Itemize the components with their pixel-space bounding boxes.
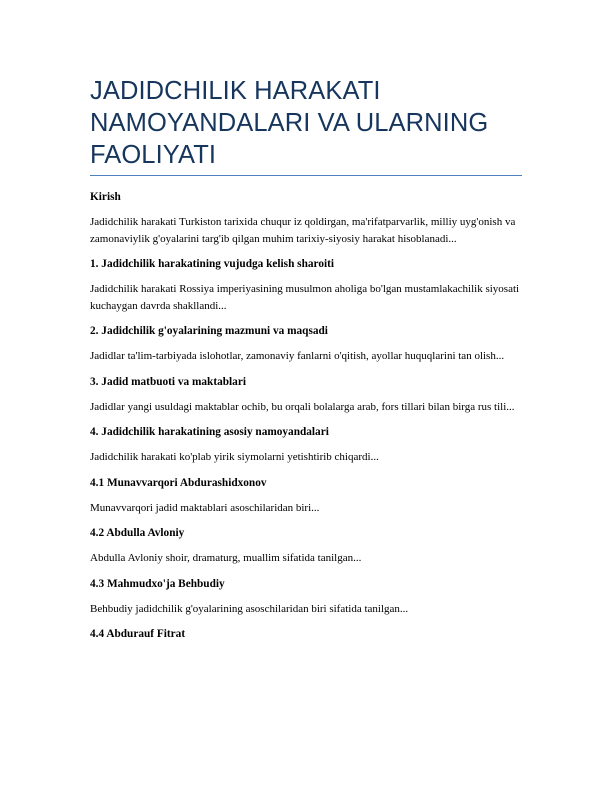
section-paragraph-3: Jadidlar yangi usuldagi maktablar ochib, bu orqali bolalarga arab, fors tillari bilan birga rus tili... [90,400,515,413]
section-paragraph-4-1: Munavvarqori jadid maktablari asoschilaridan biri... [90,501,320,514]
section-paragraph-2: Jadidlar ta'lim-tarbiyada islohotlar, zamonaviy fanlarni o'qitish, ayollar huquqlarini tan olish... [90,350,505,362]
section-paragraph-4: Jadidchilik harakati ko'plab yirik siymolarni yetishtirib chiqardi... [90,451,379,463]
section-paragraph-kirish: Jadidchilik harakati Turkiston tarixida chuqur iz qoldirgan, ma'rifatparvarlik, milliy uyg'onish va zamonaviylik g'oyalarini targ'ib qilgan muhim tarixiy-siyosiy harakat hisoblanadi... [90,216,516,245]
section-heading-4-4: 4.4 Abdurauf Fitrat [90,628,186,640]
section-heading-2: 2. Jadidchilik g'oyalarining mazmuni va maqsadi [90,325,328,337]
section-heading-kirish: Kirish [90,191,121,203]
document-page [90,75,522,651]
section-heading-3: 3. Jadid matbuoti va maktablari [90,375,246,388]
section-heading-4-1: 4.1 Munavvarqori Abdurashidxonov [90,476,267,489]
section-paragraph-4-3: Behbudiy jadidchilik g'oyalarining asoschilaridan biri sifatida tanilgan... [90,602,409,615]
document-title: JADIDCHILIK HARAKATI NAMOYANDALARI VA ULARNING FAOLIYATI [90,77,489,169]
section-paragraph-1: Jadidchilik harakati Rossiya imperiyasining musulmon aholiga bo'lgan mustamlakachilik siyosati kuchaygan davrda shakllandi... [90,283,520,312]
section-heading-4-3: 4.3 Mahmudxo'ja Behbudiy [90,577,225,590]
title-divider [90,175,522,176]
section-heading-4-2: 4.2 Abdulla Avloniy [90,527,185,539]
section-heading-4: 4. Jadidchilik harakatining asosiy namoyandalari [90,426,329,438]
section-heading-1: 1. Jadidchilik harakatining vujudga kelish sharoiti [90,258,335,270]
section-paragraph-4-2: Abdulla Avloniy shoir, dramaturg, muallim sifatida tanilgan... [90,552,362,564]
